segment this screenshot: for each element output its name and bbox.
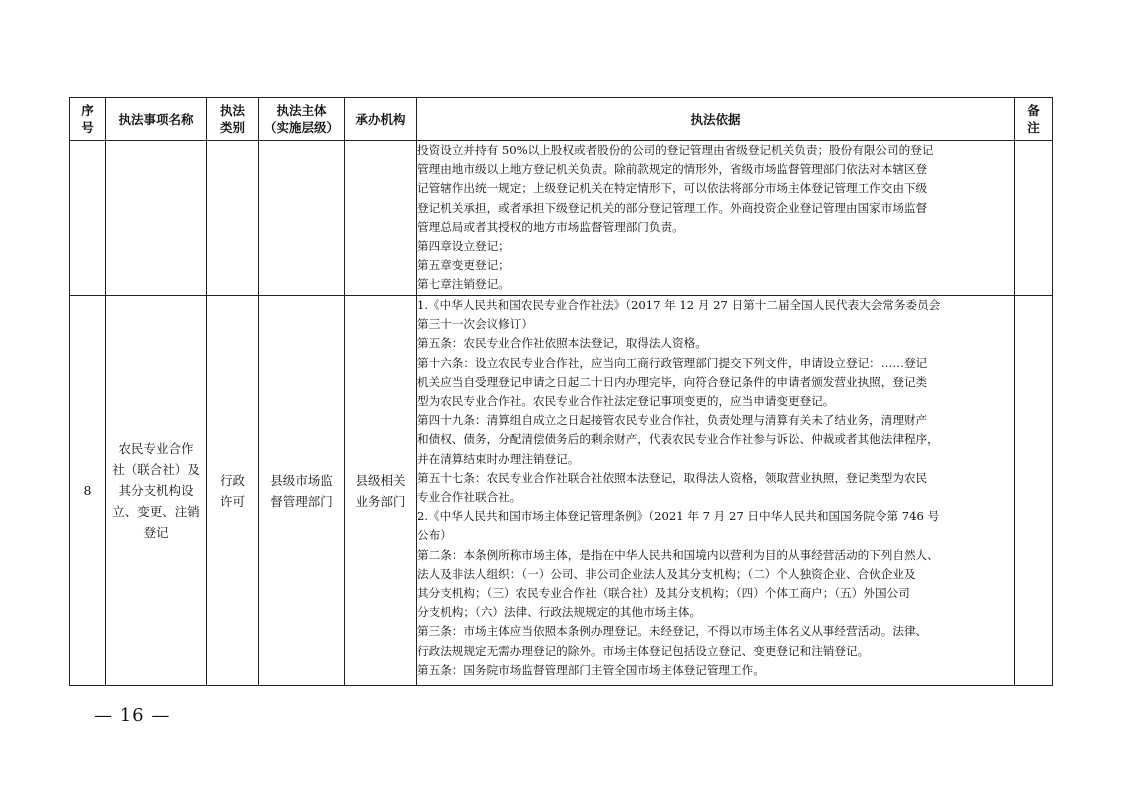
row-remark <box>1015 141 1053 296</box>
row-subject <box>259 141 345 296</box>
header-subject: 执法主体 （实施层级） <box>259 98 345 141</box>
row-item-name: 农民专业合作 社（联合社）及 其分支机构设 立、变更、注销 登记 <box>106 296 207 686</box>
basis-line: 第五十七条：农民专业合作社联合社依照本法登记，取得法人资格，领取营业执照，登记类型为农民 <box>417 470 928 485</box>
basis-line: 管理由地市级以上地方登记机关负责。除前款规定的情形外，省级市场监督管理部门依法对本辖区登 <box>417 162 928 177</box>
basis-line: 第三十一次会议修订） <box>417 317 533 332</box>
basis-line: 第四章设立登记； <box>417 239 510 254</box>
header-row <box>70 98 1053 141</box>
table-row <box>70 296 1053 686</box>
row-basis <box>417 141 1015 296</box>
header-basis: 执法依据 <box>417 98 1015 141</box>
row-item-name <box>106 141 207 296</box>
basis-line: 并在清算结束时办理注销登记。 <box>417 451 580 466</box>
basis-line: 第五章变更登记； <box>417 258 510 273</box>
header-category: 执法 类别 <box>207 98 259 141</box>
basis-line: 管理总局或者其授权的地方市场监督管理部门负责。 <box>417 219 684 234</box>
header-item-name: 执法事项名称 <box>106 98 207 141</box>
basis-line: 2.《中华人民共和国市场主体登记管理条例》（2021 年 7 月 27 日中华人民共和国国务院令第 746 号 <box>417 509 940 524</box>
basis-line: 行政法规规定无需办理登记的除外。市场主体登记包括设立登记、变更登记和注销登记。 <box>417 643 870 658</box>
basis-line: 第三条：市场主体应当依照本条例办理登记。未经登记，不得以市场主体名义从事经营活动。法律、 <box>417 624 928 639</box>
basis-line: 第十六条：设立农民专业合作社，应当向工商行政管理部门提交下列文件，申请设立登记：……登记 <box>417 355 928 370</box>
header-remark: 备 注 <box>1015 98 1053 141</box>
basis-line: 第四十九条：清算组自成立之日起接管农民专业合作社，负责处理与清算有关未了结业务，清理财产 <box>417 413 928 428</box>
basis-line: 其分支机构；（三）农民专业合作社（联合社）及其分支机构；（四）个体工商户；（五）外国公司 <box>417 586 910 601</box>
row-subject: 县级市场监 督管理部门 <box>259 296 345 686</box>
enforcement-table <box>69 97 1053 686</box>
row-basis <box>417 296 1015 686</box>
basis-line: 分支机构；（六）法律、行政法规规定的其他市场主体。 <box>417 605 702 620</box>
header-agency: 承办机构 <box>345 98 417 141</box>
basis-line: 型为农民专业合作社。农民专业合作社法定登记事项变更的，应当申请变更登记。 <box>417 394 835 409</box>
row-category: 行政 许可 <box>207 296 259 686</box>
basis-line: 第五条：农民专业合作社依照本法登记，取得法人资格。 <box>417 336 707 351</box>
row-seq <box>70 141 106 296</box>
page-number: — 16 — <box>94 705 171 726</box>
basis-line: 第五条：国务院市场监督管理部门主管全国市场主体登记管理工作。 <box>417 662 765 677</box>
basis-line: 专业合作社联合社。 <box>417 490 522 505</box>
header-seq: 序 号 <box>70 98 106 141</box>
basis-line: 公布） <box>417 528 452 543</box>
table-row <box>70 141 1053 296</box>
basis-line: 第七章注销登记。 <box>417 277 510 292</box>
row-seq: 8 <box>70 296 106 686</box>
basis-line: 法人及非法人组织：（一）公司、非公司企业法人及其分支机构；（二）个人独资企业、合伙企业及 <box>417 566 916 581</box>
row-agency: 县级相关 业务部门 <box>345 296 417 686</box>
row-agency <box>345 141 417 296</box>
basis-line: 投资设立并持有 50%以上股权或者股份的公司的登记管理由省级登记机关负责；股份有限公司的登记 <box>417 143 934 157</box>
basis-line: 和债权、债务，分配清偿债务后的剩余财产，代表农民专业合作社参与诉讼、仲裁或者其他法律程序， <box>417 432 939 447</box>
basis-line: 记管辖作出统一规定；上级登记机关在特定情形下，可以依法将部分市场主体登记管理工作交由下级 <box>417 181 928 196</box>
basis-line: 机关应当自受理登记申请之日起二十日内办理完毕，向符合登记条件的申请者颁发营业执照，登记类 <box>417 374 928 389</box>
row-remark <box>1015 296 1053 686</box>
basis-line: 第二条：本条例所称市场主体，是指在中华人民共和国境内以营利为目的从事经营活动的下列自然人、 <box>417 547 939 562</box>
basis-line: 登记机关承担，或者承担下级登记机关的部分登记管理工作。外商投资企业登记管理由国家市场监督 <box>417 200 928 215</box>
basis-line: 1.《中华人民共和国农民专业合作社法》（2017 年 12 月 27 日第十二届全国人民代表大会常务委员会 <box>417 298 941 312</box>
row-category <box>207 141 259 296</box>
